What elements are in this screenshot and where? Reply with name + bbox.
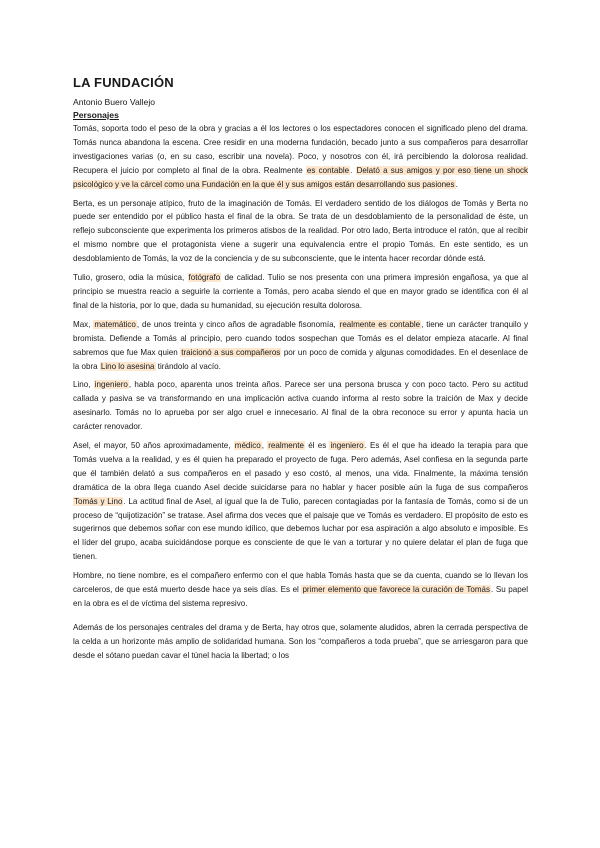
highlighted-text: realmente [268, 441, 304, 451]
paragraph [73, 569, 528, 611]
text-run: . Su papel en la obra es el de víctima del sistema represivo. [73, 585, 528, 608]
text-run: , [261, 441, 268, 451]
highlighted-text: ingeniero [330, 441, 364, 451]
paragraph [73, 621, 528, 663]
text-run: él es [304, 441, 330, 451]
document-title: LA FUNDACIÓN [73, 75, 174, 90]
text-run: tirándolo al vacío. [155, 361, 221, 371]
paragraph [73, 122, 528, 192]
highlighted-text: es contable [306, 165, 350, 175]
text-run: . [455, 179, 458, 189]
highlighted-text: matemático [94, 319, 136, 329]
text-run: . La actitud final de Asel, al igual que la de Tulio, parecen contagiadas por la fantasía de Tomás, como si de un proceso de “quijotización” se tratase. Asel afirma dos veces que el paisaje que ve Tomás es verdadero. El propósito de esto es sugerirnos que debemos soñar con ese mundo idílico, que debemos luchar por esa aspiración a algo absoluto e imposible. Es el líder del grupo, acaba suicidándose porque es consciente de que le van a torturar y no quiere delatar el plan de fuga que tienen. [73, 496, 528, 562]
highlighted-text: ingeniero [94, 380, 128, 390]
document-page [73, 75, 528, 668]
text-run: Tomás, soporta todo el peso de la obra y gracias a él los lectores o los espectadores conocen el significado pleno del drama. Tomás nunca abandona la escena. Cree residir en una moderna fundación, becado junto a sus compañeros para desarrollar investigaciones varias (o, en su caso, escribir una novela). Poco, y nosotros con él, irá percibiendo la dolorosa realidad. Recupera el juicio por completo al final de la obra. Realmente [73, 124, 528, 175]
text-run: Berta, es un personaje atípico, fruto de la imaginación de Tomás. El verdadero sentido de los diálogos de Tomás y Berta no puede ser entendido por el público hasta el final de la obra. Se trata de un desdoblamiento de la personalidad de éste, un reflejo subconsciente que experimenta los primeros atisbos de la realidad. Por otro lado, Berta introduce el ratón, que al recibir el mismo nombre que el protagonista viene a sugerir una equivalencia entre el propio Tomás. En este sentido, es un desdoblamiento de Tomás, la voz de la conciencia y de su subconsciente, que le intenta hacer recordar dónde está. [73, 198, 528, 264]
paragraph [73, 318, 528, 374]
highlighted-text: primer elemento que favorece la curación de Tomás [302, 585, 491, 595]
text-run: de calidad. Tulio se nos presenta con una primera impresión engañosa, ya que al principio se muestra reacio a seguirle la corriente a Tomás, pero acaba siendo el que en mayor grado se identifica con él al final de la historia, por lo que, dada su humanidad, su ejecución resulta dolorosa. [73, 273, 528, 310]
text-run: . Es él el que ha ideado la terapia para que Tomás vuelva a la realidad, y es él quien ha preparado el proyecto de fuga. Pero además, Asel confiesa en la segunda parte que él también delató a sus compañeros en el pasado y eso costó, al menos, una vida. Finalmente, la máxima tensión dramática de la obra llega cuando Asel decide suicidarse para no hablar y hacer posible aún la fuga de sus compañeros [73, 441, 528, 492]
highlighted-text: Delató a sus amigos y por eso tiene un shock psicológico y ve la cárcel como una Fundación en la que él y sus amigos están desarrollando sus pasiones [73, 165, 528, 189]
text-run: Tulio, grosero, odia la música, [73, 273, 188, 283]
highlighted-text: traicionó a sus compañeros [181, 347, 281, 357]
text-run: , tiene un carácter tranquilo y bromista. Defiende a Tomás al principio, pero cuando todos sospechan que Tomás es el delator empieza atacarle. Al final sabremos que fue Max quien [73, 319, 528, 357]
paragraph [73, 197, 528, 267]
paragraph [73, 271, 528, 313]
text-run: por un poco de comida y algunas comodidades. En el desenlace de la obra [73, 347, 529, 371]
text-run: Max, [73, 319, 94, 329]
paragraph [73, 378, 528, 434]
highlighted-text: Lino lo asesina [100, 361, 155, 371]
author-name: Antonio Buero Vallejo [73, 97, 156, 107]
highlighted-text: fotógrafo [188, 273, 221, 283]
text-run: Asel, el mayor, 50 años aproximadamente, [73, 441, 234, 451]
text-run: Además de los personajes centrales del drama y de Berta, hay otros que, solamente aludidos, abren la cerrada perspectiva de la celda a un horizonte más amplio de solidaridad humana. Son los “compañeros a toda prueba”, que se arriesgaron para que desde el sótano puedan cavar el túnel hacia la libertad; o los [73, 622, 528, 660]
section-heading: Personajes [73, 110, 119, 120]
document-body [73, 122, 528, 663]
highlighted-text: realmente es contable [339, 319, 421, 329]
paragraph [73, 439, 528, 564]
text-run: Hombre, no tiene nombre, es el compañero enfermo con el que habla Tomás hasta que se da cuenta, cuando se lo llevan los carceleros, de que está muerto desde hace ya seis días. Es el [73, 571, 528, 595]
text-run: Lino, [73, 380, 94, 390]
highlighted-text: Tomás y Lino [74, 496, 123, 506]
text-run: , de unos treinta y cinco años de agradable fisonomía, [136, 319, 339, 329]
text-run: . [350, 165, 356, 175]
text-run: , habla poco, aparenta unos treinta años. Parece ser una persona brusca y con poco tacto. Pero su actitud callada y pasiva se va transformando en una implicación activa cuando informa al resto sobre la traición de Max y decide asesinarlo. Tomás no lo aprueba por ser algo cruel e innecesario. Al final de la obra reconoce su error y apunta hacia un carácter renovador. [73, 380, 528, 432]
highlighted-text: médico [234, 441, 261, 451]
